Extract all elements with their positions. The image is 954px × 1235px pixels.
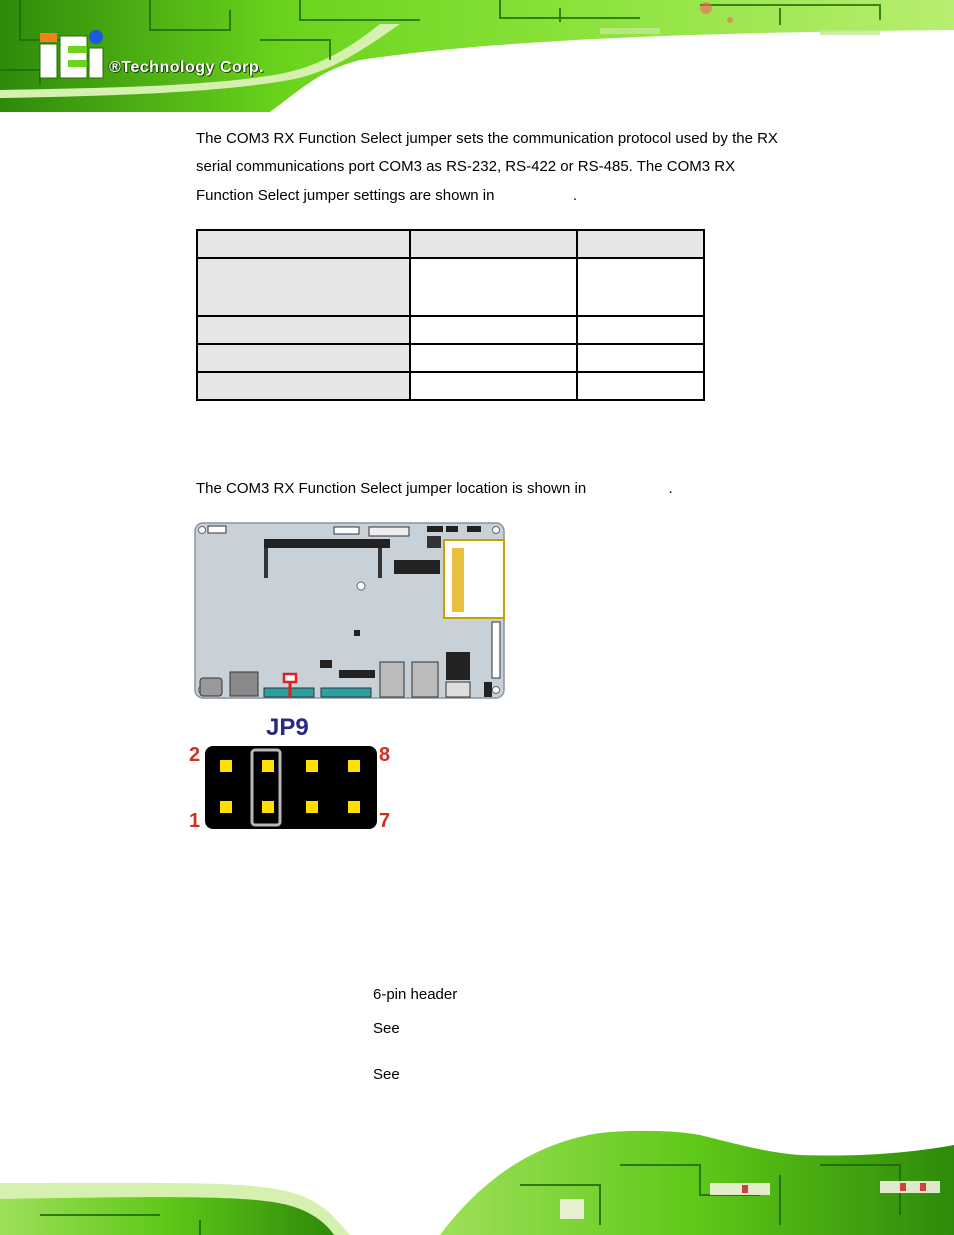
table-header-row	[197, 230, 704, 258]
company-logo-text: ®Technology Corp.	[109, 59, 265, 76]
location-period: .	[668, 480, 673, 497]
table-row	[197, 316, 704, 344]
pin-label-top-right: 8	[379, 744, 391, 766]
table-cell	[197, 344, 410, 372]
intro-line-3-text: Function Select jumper settings are shown in	[196, 187, 495, 204]
table-cell	[410, 344, 577, 372]
intro-line-3-period: .	[572, 187, 577, 204]
table-cell	[410, 258, 577, 316]
intro-line-3	[196, 182, 814, 211]
pin-label-bottom-left: 1	[189, 810, 201, 832]
table-cell	[197, 316, 410, 344]
jumper-settings-see	[373, 1020, 400, 1037]
table-cell	[197, 372, 410, 400]
see-text: See	[373, 1020, 400, 1037]
motherboard-layout-image	[194, 522, 505, 700]
table-cell	[577, 258, 704, 316]
table-row	[197, 372, 704, 400]
see-text: See	[373, 1066, 400, 1083]
jumper-settings-table	[196, 229, 705, 401]
table-cell	[577, 344, 704, 372]
table-row	[197, 258, 704, 316]
pin-label-top-left: 2	[189, 744, 201, 766]
table-row	[197, 344, 704, 372]
page-header-banner	[0, 0, 954, 112]
page-footer-banner	[0, 1125, 954, 1235]
location-text: The COM3 RX Function Select jumper location is shown in	[196, 480, 587, 497]
table-header-cell	[410, 230, 577, 258]
table-cell	[410, 316, 577, 344]
jumper-location-see	[373, 1066, 400, 1083]
circuit-board-banner-graphic	[0, 0, 954, 112]
intro-line-2: serial communications port COM3 as RS-232, RS-422 or RS-485. The COM3 RX	[196, 158, 736, 175]
table-cell	[197, 258, 410, 316]
table-cell	[577, 372, 704, 400]
table-header-cell	[197, 230, 410, 258]
jumper-type-value: 6-pin header	[373, 986, 458, 1003]
table-cell	[577, 316, 704, 344]
circuit-board-footer-graphic	[0, 1125, 954, 1235]
intro-line-1: The COM3 RX Function Select jumper sets the communication protocol used by the RX	[196, 130, 778, 147]
table-cell	[410, 372, 577, 400]
location-sentence	[196, 475, 814, 504]
pin-label-bottom-right: 7	[379, 810, 391, 832]
jumper-label: JP9	[266, 714, 309, 741]
table-header-cell	[577, 230, 704, 258]
